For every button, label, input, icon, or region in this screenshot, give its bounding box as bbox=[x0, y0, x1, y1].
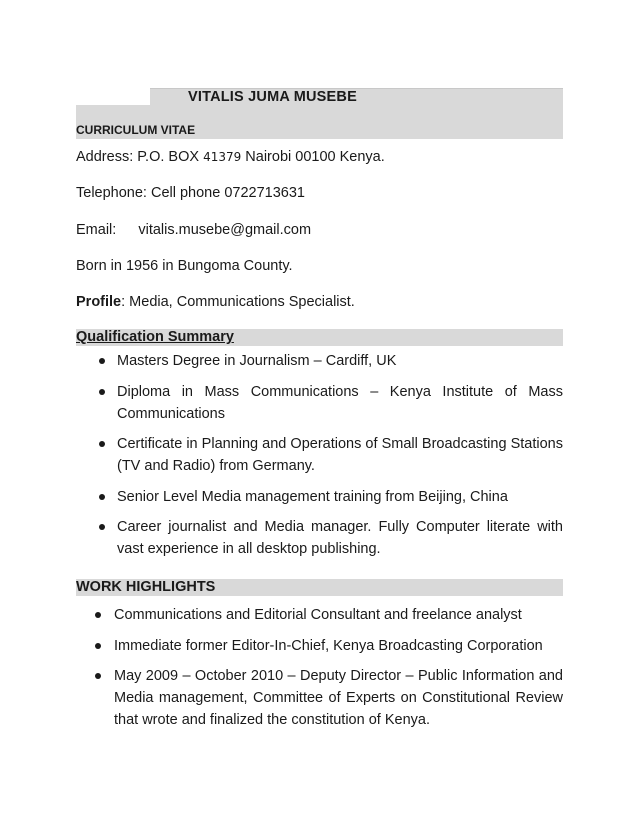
list-item: Immediate former Editor-In-Chief, Kenya Broadcasting Corporation bbox=[114, 638, 543, 654]
list-item: Career journalist and Media manager. Fully Computer literate with vast experience in all desktop publishing. bbox=[117, 519, 563, 557]
bullet-icon bbox=[95, 612, 101, 618]
qualification-title: Qualification Summary bbox=[76, 329, 234, 345]
candidate-name: VITALIS JUMA MUSEBE bbox=[188, 89, 357, 105]
list-item: May 2009 – October 2010 – Deputy Director – Public Information and Media management, Committee of Experts on Constitutional Review that wrote and finalized the constitution of Kenya. bbox=[114, 668, 563, 728]
cv-label: CURRICULUM VITAE bbox=[76, 123, 196, 137]
bullet-icon bbox=[99, 358, 105, 364]
list-item: Certificate in Planning and Operations of Small Broadcasting Stations (TV and Radio) from Germany. bbox=[117, 436, 563, 474]
work-title: WORK HIGHLIGHTS bbox=[76, 579, 216, 595]
born-line: Born in 1956 in Bungoma County. bbox=[76, 258, 293, 274]
list-item: Communications and Editorial Consultant and freelance analyst bbox=[114, 607, 522, 623]
profile-value: : Media, Communications Specialist. bbox=[121, 294, 355, 310]
email-line bbox=[76, 221, 311, 239]
email-value: vitalis.musebe@gmail.com bbox=[138, 222, 312, 238]
bullet-icon bbox=[99, 494, 105, 500]
address-suffix: Nairobi 00100 Kenya. bbox=[245, 149, 385, 165]
bullet-icon bbox=[95, 673, 101, 679]
address-line bbox=[76, 148, 385, 166]
list-item: Senior Level Media management training from Beijing, China bbox=[117, 489, 508, 505]
bullet-icon bbox=[99, 524, 105, 530]
list-item: Diploma in Mass Communications – Kenya Institute of Mass Communications bbox=[117, 384, 563, 422]
telephone-line: Telephone: Cell phone 0722713631 bbox=[76, 185, 305, 201]
bullet-icon bbox=[99, 441, 105, 447]
profile-line bbox=[76, 293, 355, 311]
email-label: Email: bbox=[76, 222, 117, 238]
bullet-icon bbox=[99, 389, 105, 395]
bullet-icon bbox=[95, 643, 101, 649]
address-box-number: 41379 bbox=[203, 150, 242, 164]
profile-label: Profile bbox=[76, 294, 122, 310]
address-prefix: Address: P.O. BOX bbox=[76, 149, 200, 165]
list-item: Masters Degree in Journalism – Cardiff, UK bbox=[117, 353, 397, 369]
